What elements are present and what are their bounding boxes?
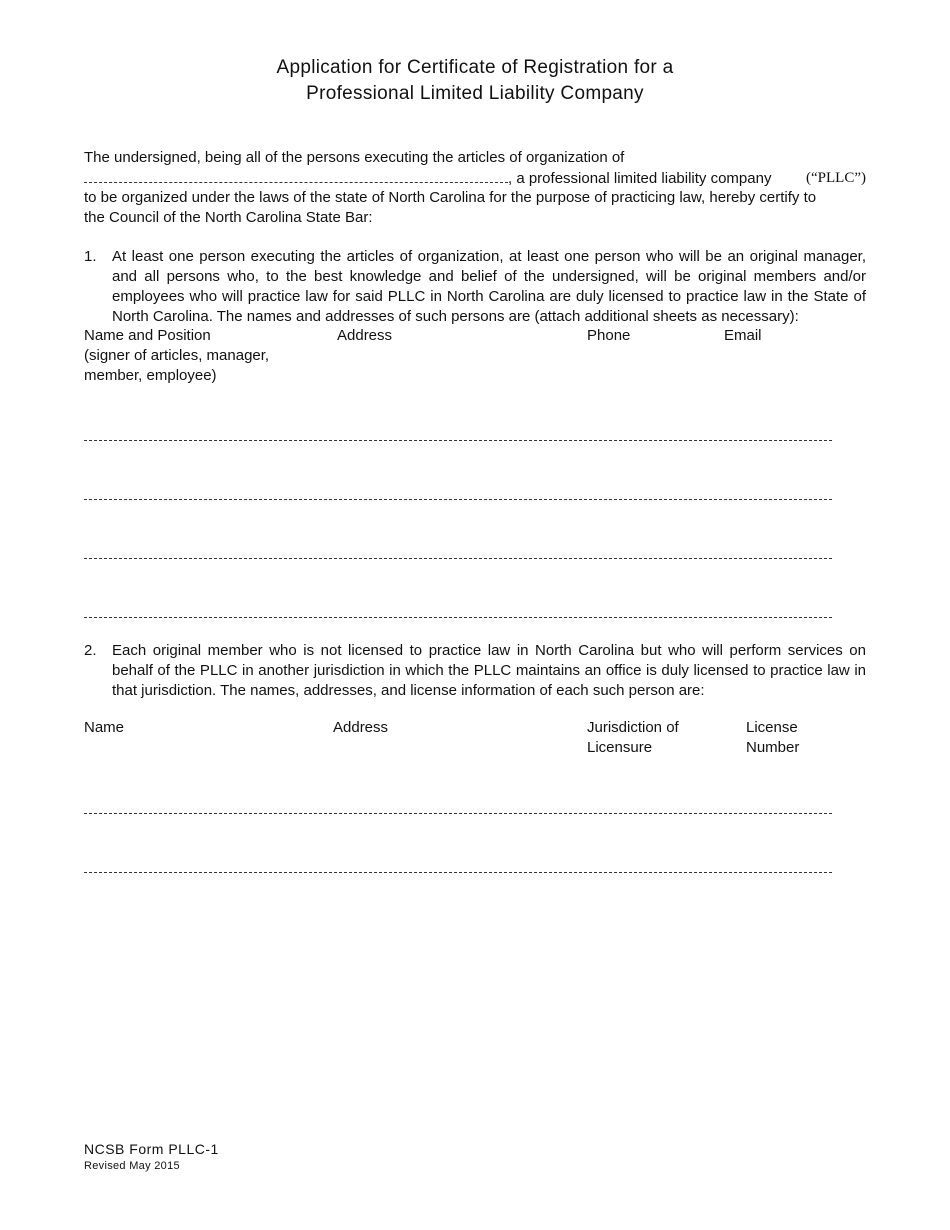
section2-entry-line-1[interactable] — [84, 813, 832, 814]
section1-text: At least one person executing the articles of organization, at least one person who will be an original manager, and all persons who, to the best knowledge and belief of the undersigned, will be original members and/or employees who will practice law for said PLLC in North Carolina are duly licensed to practice law in the State of North Carolina. The names and addresses of such persons are (attach additional sheets as necessary): — [112, 248, 866, 325]
col2-address: Address — [333, 719, 389, 736]
section2-number: 2. — [84, 642, 97, 659]
col2-jurisdiction-line2: Licensure — [587, 739, 653, 756]
col-address: Address — [337, 327, 393, 344]
section1-number: 1. — [84, 248, 97, 265]
intro-line2-suffix: , a professional limited liability company — [508, 170, 772, 187]
footer-revised-date: Revised May 2015 — [84, 1160, 180, 1172]
col2-jurisdiction-line1: Jurisdiction of — [587, 719, 679, 736]
section1-entry-line-3[interactable] — [84, 558, 832, 559]
intro-line2 — [84, 168, 866, 189]
col-name-position-note1: (signer of articles, manager, — [84, 347, 270, 364]
col-name-position: Name and Position — [84, 327, 211, 344]
document-title-line2: Professional Limited Liability Company — [306, 83, 644, 104]
document-title-line1: Application for Certificate of Registration for a — [276, 57, 674, 78]
section1-entry-line-1[interactable] — [84, 440, 832, 441]
col2-license-line1: License — [746, 719, 798, 736]
section1-entry-line-4[interactable] — [84, 617, 832, 618]
col-name-position-note2: member, employee) — [84, 367, 217, 384]
col2-name: Name — [84, 719, 125, 736]
pllc-abbreviation: (“PLLC”) — [806, 170, 866, 186]
intro-line4: the Council of the North Carolina State Bar: — [84, 209, 373, 226]
footer-form-id: NCSB Form PLLC-1 — [84, 1141, 219, 1157]
col-email: Email — [724, 327, 762, 344]
section2-text: Each original member who is not licensed to practice law in North Carolina but who will perform services on behalf of the PLLC in another jurisdiction in which the PLLC maintains an office is duly licensed to practice law in that jurisdiction. The names, addresses, and license information of each such person are: — [112, 642, 866, 699]
section1-entry-line-2[interactable] — [84, 499, 832, 500]
section2-entry-line-2[interactable] — [84, 872, 832, 873]
company-name-blank[interactable] — [84, 168, 508, 183]
intro-line3: to be organized under the laws of the state of North Carolina for the purpose of practicing law, hereby certify to — [84, 189, 817, 206]
col2-license-line2: Number — [746, 739, 800, 756]
col-phone: Phone — [587, 327, 631, 344]
intro-line1: The undersigned, being all of the persons executing the articles of organization of — [84, 149, 625, 166]
